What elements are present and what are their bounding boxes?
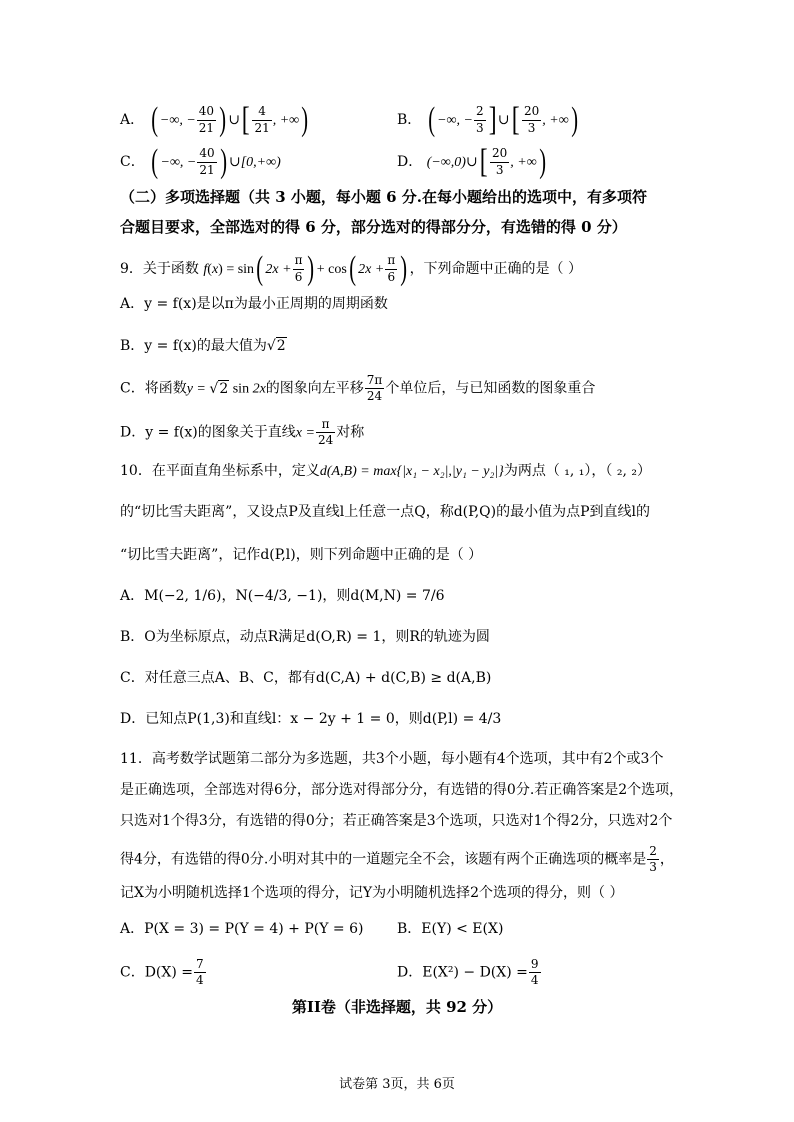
page-footer: 试卷第 3页，共 6页 [339,1077,455,1092]
q10-option-d: D．已知点P(1,3)和直线l：x − 2y + 1 = 0，则d(P,l) = 4/3 [120,711,502,727]
q10-line3: “切比雪夫距离”，记作d(P,l)，则下列命题中正确的是（ ） [120,547,483,563]
q11-option-d: D．E(X²) − D(X) = $\frac{9}{4}$ [397,957,539,988]
q9-option-c: C．将函数y = √2 sin 2x的图象向左平移 $\frac{7\pi}{24}$ 个单位后，与已知函数的图象重合 [120,373,596,404]
q11-option-a: A．P(X = 3) = P(Y = 4) + P(Y = 6) [120,921,364,937]
q11-line5: 记X为小明随机选择1个选项的得分，记Y为小明随机选择2个选项的得分，则（ ） [120,885,624,901]
q10-line1: 10．在平面直角坐标系中，定义d(A,B) = max{|x₁ − x₂|,|y₁ − y₂|}为两点（ ₁, ₁），（ ₂, ₂） [120,463,651,479]
q9-option-b: B．y = f(x)的最大值为√2 [120,338,286,354]
q9-option-a: A．y = f(x)是以π为最小正周期的周期函数 [120,296,388,312]
q11-line4: 得4分，有选错的得0分.小明对其中的一道题完全不会，该题有两个正确选项的概率是 $\frac{2}{3}$ ， [120,844,674,875]
q11-line2: 是正确选项，全部选对得6分，部分选对得部分分，有选错的得0分.若正确答案是2个选项， [120,782,684,798]
q8-option-d: D． (−∞,0)∪[ $\frac{20}{3}$ , +∞) [397,143,546,180]
q10-option-c: C．对任意三点A、B、C，都有d(C,A) + d(C,B) ≥ d(A,B) [120,670,492,686]
q11-option-c: C．D(X) = $\frac{7}{4}$ [120,957,204,988]
q8-option-a: A． ( −∞, − $\frac{40}{21}$ ) ∪[ $\frac{4}{21}$ , +∞) [120,101,309,138]
q8-option-b: B． ( −∞, − $\frac{2}{3}$ ] ∪[ $\frac{20}{3}$ , +∞) [397,101,578,138]
q9-stem: 9．关于函数 f(x) = sin( 2x + $\frac{\pi}{6}$ ) + cos( 2x + $\frac{\pi}{6}$ ) ，下列命题中正确的是（ ） [120,250,583,287]
q11-line1: 11．高考数学试题第二部分为多选题，共3个小题，每小题有4个选项，其中有2个或3个 [120,751,664,767]
q8-option-c: C． ( −∞, − $\frac{40}{21}$ ) ∪[0,+∞) [120,143,281,180]
section2-heading-line1: （二）多项选择题（共 3 小题，每小题 6 分.在每小题给出的选项中，有多项符 [120,188,647,206]
part2-title: 第II卷（非选择题，共 92 分） [291,998,503,1016]
q11-option-b: B．E(Y) < E(X) [397,921,504,937]
q10-line2: 的“切比雪夫距离”，又设点P及直线l上任意一点Q，称d(P,Q)的最小值为点P到直线l的 [120,504,650,520]
q9-option-d: D．y = f(x)的图象关于直线x = $\frac{\pi}{24}$ 对称 [120,417,365,448]
q10-option-a: A．M(−2, 1/6)，N(−4/3, −1)，则d(M,N) = 7/6 [120,588,445,604]
q11-line3: 只选对1个得3分，有选错的得0分；若正确答案是3个选项，只选对1个得2分，只选对2个 [120,813,673,829]
section2-heading-line2: 合题目要求，全部选对的得 6 分，部分选对的得部分分，有选错的得 0 分） [120,218,627,236]
q10-option-b: B．O为坐标原点，动点R满足d(O,R) = 1，则R的轨迹为圆 [120,629,490,645]
